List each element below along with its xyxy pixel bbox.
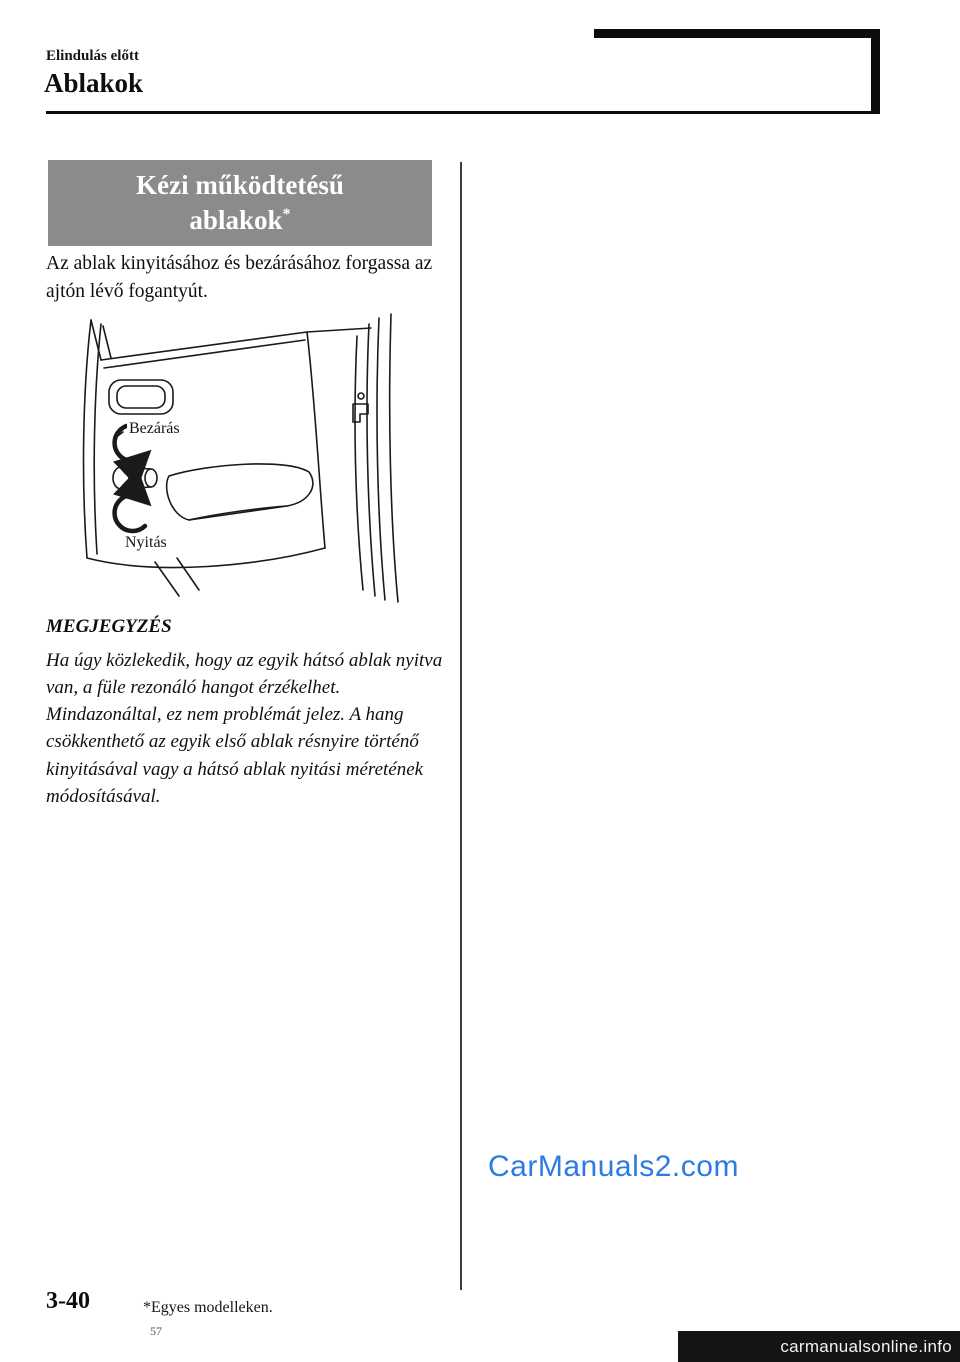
site-watermark-text: carmanualsonline.info (780, 1336, 952, 1356)
intro-paragraph: Az ablak kinyitásához és bezárásához forgassa az ajtón lévő fogantyút. (46, 253, 433, 302)
column-divider (460, 162, 462, 1290)
subsection-heading-box (48, 160, 432, 246)
note-block (46, 616, 458, 810)
footnote-text: *Egyes modelleken. (143, 1299, 273, 1316)
chapter-edge-marker (871, 29, 880, 113)
scan-artifact: 57 (150, 1324, 162, 1338)
subsection-title-line1: Kézi működtetésű (136, 169, 344, 200)
page-title: Ablakok (44, 68, 144, 98)
note-heading: MEGJEGYZÉS (46, 616, 172, 637)
top-black-rule (594, 29, 880, 38)
page-number: 3-40 (46, 1288, 90, 1314)
door-crank-figure (57, 308, 402, 603)
note-text: Ha úgy közlekedik, hogy az egyik hátsó ablak nyitva van, a füle rezonáló hangot érzékelhet. Mindazonáltal, ez nem problémát jelez. A hang csökkenthető az egyik első ablak résnyire történő kinyitásával vagy a hátsó ablak nyitási méretének módosításával. (46, 650, 443, 807)
section-label: Elindulás előtt (46, 48, 139, 64)
figure-label-open: Nyitás (125, 534, 167, 551)
figure-label-close: Bezárás (129, 420, 180, 437)
door-line-drawing (57, 308, 402, 603)
subsection-title-line2: ablakok* (189, 205, 291, 235)
carmanuals2-watermark: CarManuals2.com (488, 1150, 739, 1183)
footnote-asterisk: * (282, 205, 291, 223)
site-watermark-bar (678, 1331, 960, 1362)
header-rule (46, 111, 880, 114)
